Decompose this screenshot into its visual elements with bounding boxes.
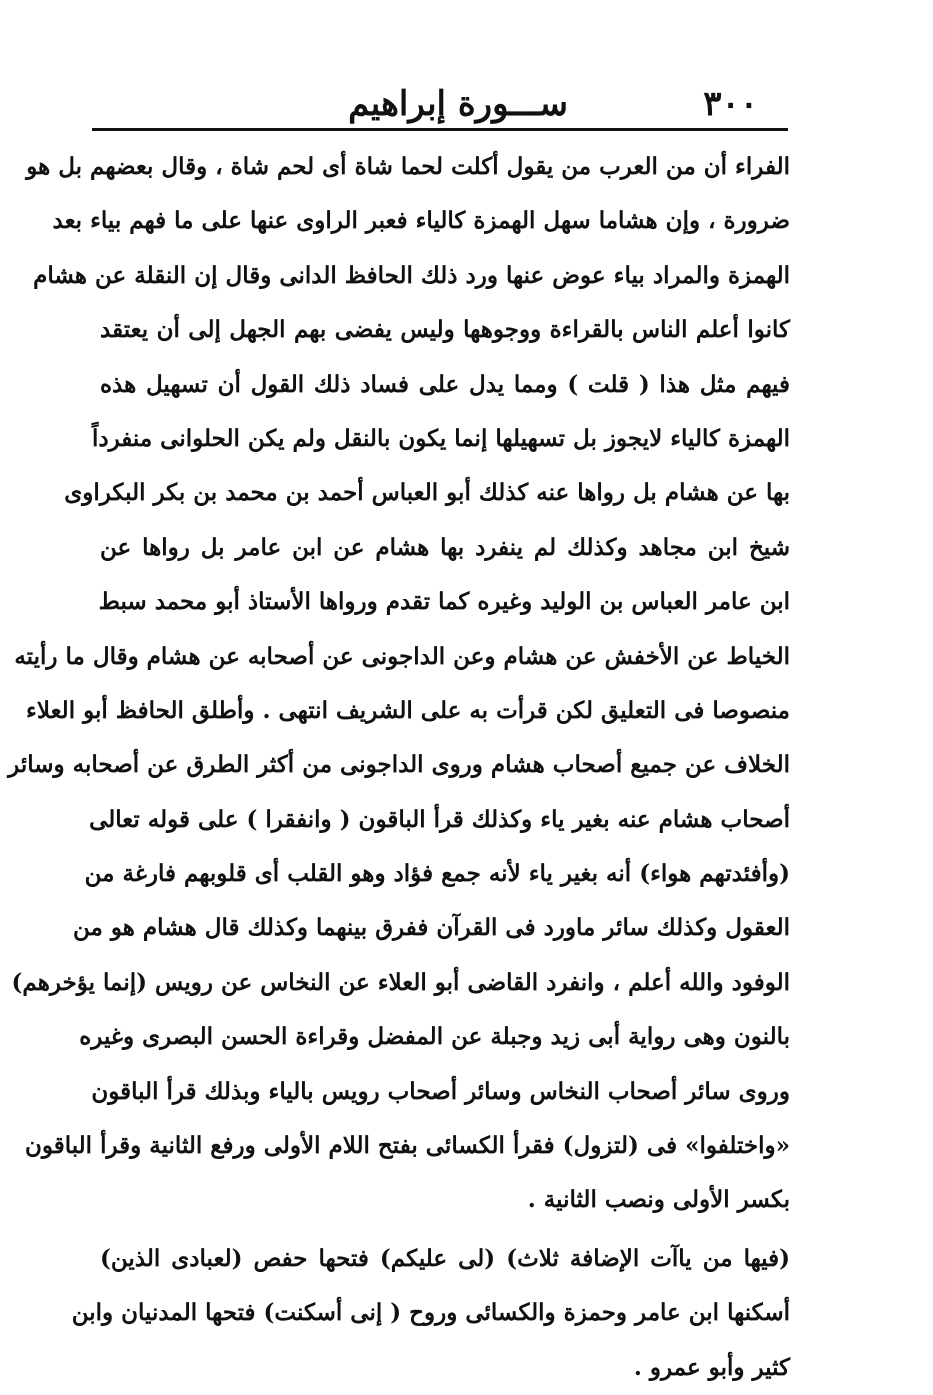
text-line: (وأفئدتهم هواء) أنه بغير ياء لأنه جمع فؤاد وهو القلب أى قلوبهم فارغة من — [84, 860, 790, 888]
text-line: أسكنها ابن عامر وحمزة والكسائى وروح ( إنى أسكنت) فتحها المدنيان وابن — [71, 1299, 790, 1327]
text-line: الهمزة والمراد بياء عوض عنها ورد ذلك الحافظ الدانى وقال إن النقلة عن هشام — [33, 261, 790, 289]
header-rule — [92, 128, 788, 131]
paragraph — [71, 1232, 790, 1395]
text-line: بكسر الأولى ونصب الثانية . — [527, 1186, 790, 1214]
text-line: كانوا أعلم الناس بالقراءة ووجوهها وليس يفضى بهم الجهل إلى أن يعتقد — [100, 316, 790, 344]
text-line: وروى سائر أصحاب النخاس وسائر أصحاب رويس بالياء وبذلك قرأ الباقون — [91, 1077, 790, 1105]
text-line: الهمزة كالياء لايجوز بل تسهيلها إنما يكون بالنقل ولم يكن الحلوانى منفرداً — [91, 424, 790, 452]
surah-title: ســـورة إبراهيم — [348, 84, 568, 124]
text-line: الخياط عن الأخفش عن هشام وعن الداجونى عن أصحابه عن هشام وقال ما رأيته — [14, 642, 790, 670]
text-line: شيخ ابن مجاهد وكذلك لم ينفرد بها هشام عن ابن عامر بل رواها عن — [100, 533, 790, 561]
text-line: منصوصا فى التعليق لكن قرأت به على الشريف انتهى . وأطلق الحافظ أبو العلاء — [26, 696, 790, 724]
text-line: أصحاب هشام عنه بغير ياء وكذلك قرأ الباقون ( وانفقرا ) على قوله تعالى — [89, 805, 790, 833]
text-line: بالنون وهى رواية أبى زيد وجبلة عن المفضل وقراءة الحسن البصرى وغيره — [79, 1023, 790, 1051]
body-text — [8, 140, 790, 1395]
text-line: الخلاف عن جميع أصحاب هشام وروى الداجونى من أكثر الطرق عن أصحابه وسائر — [8, 751, 790, 779]
text-line: العقول وكذلك سائر ماورد فى القرآن ففرق بينهما وكذلك قال هشام هو من — [73, 914, 790, 942]
text-line: الفراء أن من العرب من يقول أكلت لحما شاة أى لحم شاة ، وقال بعضهم بل هو — [26, 153, 790, 180]
text-line: (فيها من ياآت الإضافة ثلاث) (لى عليكم) فتحها حفص (لعبادى الذين) — [100, 1244, 790, 1272]
text-line: كثير وأبو عمرو . — [633, 1353, 790, 1381]
text-line: «واختلفوا» فى (لتزول) فقرأ الكسائى بفتح اللام الأولى ورفع الثانية وقرأ الباقون — [24, 1132, 790, 1160]
text-line: الوفود والله أعلم ، وانفرد القاضى أبو العلاء عن النخاس عن رويس (إنما يؤخرهم) — [11, 968, 790, 996]
text-line: ضرورة ، وإن هشاما سهل الهمزة كالياء فعبر الراوى عنها على ما فهم بياء بعد — [52, 207, 790, 235]
paragraph — [8, 140, 790, 1228]
running-head — [92, 78, 788, 128]
page-number: ٣٠٠ — [703, 84, 758, 124]
text-line: بها عن هشام بل رواها عنه كذلك أبو العباس أحمد بن محمد بن بكر البكراوى — [64, 479, 790, 507]
text-line: فيهم مثل هذا ( قلت ) ومما يدل على فساد ذلك القول أن تسهيل هذه — [100, 370, 790, 398]
text-line: ابن عامر العباس بن الوليد وغيره كما تقدم ورواها الأستاذ أبو محمد سبط — [98, 588, 790, 616]
